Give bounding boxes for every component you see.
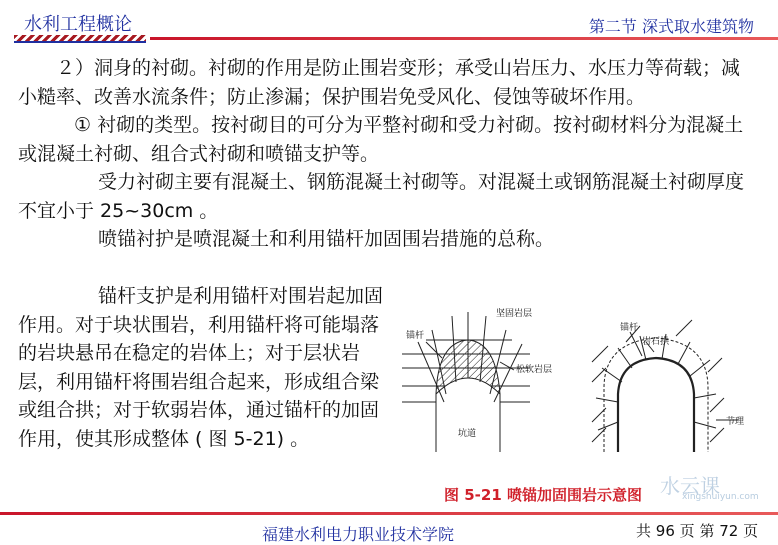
watermark-logo: 水云课 — [660, 474, 720, 498]
slide-header — [0, 0, 778, 48]
label-rock-arch: 岩石拱 — [642, 337, 670, 347]
watermark-url: xingshuiyun.com — [682, 492, 759, 502]
header-blue-underline — [14, 41, 146, 43]
pager-suffix: 页 — [743, 522, 759, 540]
label-solid-rock: 坚固岩层 — [496, 309, 533, 319]
label-tunnel: 坑道 — [458, 429, 477, 439]
footer-rule — [0, 512, 778, 515]
label-anchor-right: 锚杆 — [620, 323, 639, 333]
figure-caption: 图 5-21 喷锚加固围岩示意图 — [444, 486, 642, 504]
page-counter — [636, 520, 758, 541]
header-rule — [0, 34, 778, 42]
shotcrete-anchor-diagram — [396, 302, 768, 492]
label-anchor-left: 锚杆 — [406, 331, 425, 341]
paragraph-shotcrete: 喷锚衬护是喷混凝土和利用锚杆加固围岩措施的总称。 — [98, 228, 555, 250]
pager-prefix: 共 — [636, 522, 652, 540]
label-loose-rock: 松软岩层 — [516, 365, 553, 375]
paragraph-lining-types: ① 衬砌的类型。按衬砌目的可分为平整衬砌和受力衬砌。按衬砌材料分为混凝土或混凝土衬砌、组合式衬砌和喷锚支护等。 — [18, 114, 744, 165]
course-title: 水利工程概论 — [24, 14, 132, 35]
anchor-support-column — [18, 282, 390, 453]
pager-mid: 页 第 — [679, 522, 715, 540]
total-pages: 96 — [655, 522, 675, 540]
section-title: 第二节 深式取水建筑物 — [588, 17, 754, 36]
slide-body — [18, 54, 748, 254]
slide-footer — [0, 508, 778, 544]
figure-5-21 — [396, 302, 768, 492]
label-joints: 节理 — [726, 417, 745, 427]
school-name: 福建水利电力职业技术学院 — [262, 525, 455, 544]
current-page: 72 — [719, 522, 739, 540]
paragraph-load-lining: 受力衬砌主要有混凝土、钢筋混凝土衬砌等。对混凝土或钢筋混凝土衬砌厚度不宜小于 25~30cm 。 — [18, 171, 745, 222]
header-red-rule — [150, 37, 778, 40]
paragraph-anchor-support: 锚杆支护是利用锚杆对围岩起加固作用。对于块状围岩，利用锚杆将可能塌落的岩块悬吊在稳定的岩体上；对于层状岩层，利用锚杆将围岩组合起来，形成组合梁或组合拱；对于软弱岩体，通过锚杆的加固作用，使其形成整体 ( 图 5-21) 。 — [18, 285, 384, 450]
paragraph-lining: ２）洞身的衬砌。衬砌的作用是防止围岩变形；承受山岩压力、水压力等荷载；减小糙率、改善水流条件；防止渗漏；保护围岩免受风化、侵蚀等破坏作用。 — [18, 57, 741, 108]
